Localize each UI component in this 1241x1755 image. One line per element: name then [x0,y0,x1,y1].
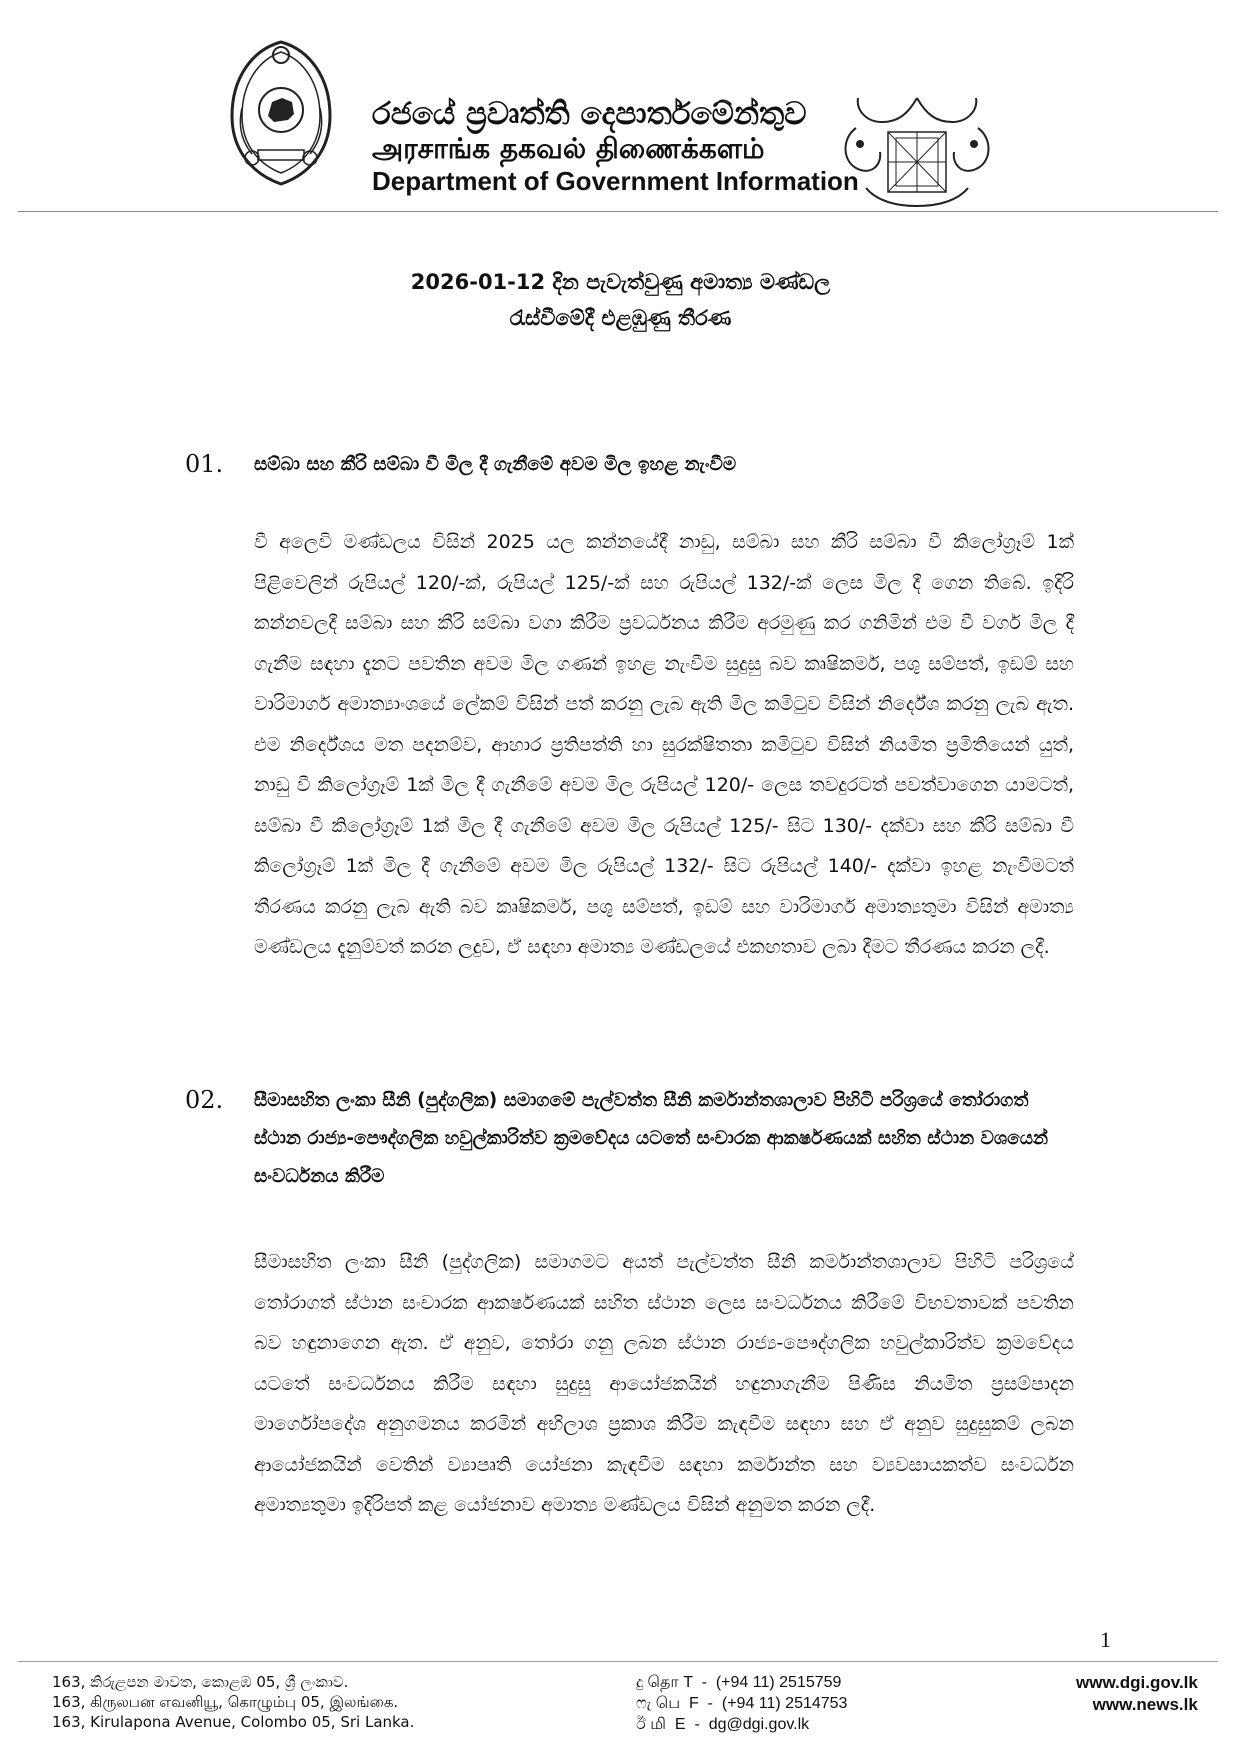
header-divider [18,211,1218,212]
document-title [0,264,1241,336]
department-name-block [372,96,859,196]
section-number: 02. [185,1086,224,1114]
footer-contact [636,1672,847,1735]
section-heading: සම්බා සහ කීරි සම්බා වී මිල දී ගැනීමේ අවම මිල ඉහළ නැංවීම [254,454,737,475]
address-english: 163, Kirulapona Avenue, Colombo 05, Sri Lanka. [52,1713,415,1731]
department-name-tamil: அரசாங்க தகவல் திணைக்களம் [372,132,765,165]
phone-number: දු தொ T - (+94 11) 2515759 [636,1674,842,1691]
letterhead [0,0,1241,216]
department-name-sinhala: රජයේ ප්‍රවෘත්ති දෙපාර්තමේන්තුව [372,96,807,132]
section-number: 01. [185,450,224,478]
fax-number: ෆැ பெ F - (+94 11) 2514753 [636,1695,848,1712]
footer-divider [18,1661,1218,1662]
email-address[interactable]: ඊ மி E - dg@dgi.gov.lk [636,1716,810,1733]
website-link-dgi[interactable]: www.dgi.gov.lk [1076,1673,1198,1692]
address-sinhala: 163, කිරුළපන මාවත, කොළඹ 05, ශ්‍රී ලංකාව. [52,1673,349,1691]
section-body: වී අලෙවි මණ්ඩලය විසින් 2025 යල කන්නයේදී නාඩු, සම්බා සහ කීරි සම්බා වී කිලෝග්‍රෑම් 1ක් පිළිවෙලින් රුපියල් 120/-ක්, රුපියල් 125/-ක් සහ රුපියල් 132/-ක් ලෙස මිල දී ගෙන තිබේ. ඉදිරි කන්නවලදී සම්බා සහ කීරි සම්බා වගා කිරීම ප්‍රවර්ධනය කිරීම අරමුණු කර ගනිමින් එම වී වර්ග මිල දී ගැනීම සඳහා දැනට පවතින අවම මිල ගණන් ඉහළ නැංවීම සුදුසු බව කෘෂිකර්ම, පශු සම්පත්, ඉඩම් සහ වාරිමාර්ග අමාත්‍යාංශයේ ලේකම් විසින් පත් කරනු ලැබ ඇති මිල කමිටුව විසින් නිර්දේශ කරනු ලැබ ඇත. එම නිර්දේශය මත පදනම්ව, ආහාර ප්‍රතිපත්ති හා සුරක්ෂිතතා කමිටුව විසින් නියමිත ප්‍රමිතියෙන් යුත්, නාඩු වී කිලෝග්‍රෑම් 1ක් මිල දී ගැනීමේ අවම මිල රුපියල් 120/- ලෙස තවදුරටත් පවත්වාගෙන යාමටත්, සම්බා වී කිලෝග්‍රෑම් 1ක් මිල දී ගැනීමේ අවම මිල රුපියල් 125/- සිට 130/- දක්වා සහ කීරි සම්බා වී කිලෝග්‍රෑම් 1ක් මිල දී ගැනීමේ අවම මිල රුපියල් 132/- සිට රුපියල් 140/- දක්වා ඉහළ නැංවීමටත් තීරණය කරනු ලැබ ඇති බව කෘෂිකර්ම, පශු සම්පත්, ඉඩම් සහ වාරිමාර්ග අමාත්‍යතුමා විසින් අමාත්‍ය මණ්ඩලය දැනුම්වත් කරන ලදුව, ඒ සඳහා අමාත්‍ය මණ්ඩලයේ එකඟතාව ලබා දීමට තීරණය කරන ලදී. [254,531,1074,958]
page-number: 1 [1100,1627,1111,1652]
department-name-english: Department of Government Information [372,166,859,196]
address-tamil: 163, கிருலபன எவனியூ, கொழும்பு 05, இலங்கை. [52,1693,399,1711]
section-body: සීමාසහිත ලංකා සීනි (පුද්ගලික) සමාගමට අයත් පැල්වත්ත සීනි කර්මාන්තශාලාව පිහිටි පරිශ්‍රයේ තෝරාගත් ස්ථාන සංචාරක ආකර්ෂණයක් සහිත ස්ථාන ලෙස සංවර්ධනය කිරීමේ විභවතාවක් පවතින බව හඳුනාගෙන ඇත. ඒ අනුව, තෝරා ගනු ලබන ස්ථාන රාජ්‍ය-පෞද්ගලික හවුල්කාරිත්ව ක්‍රමවේදය යටතේ සංවර්ධනය කිරීම සඳහා සුදුසු ආයෝජකයින් හඳුනාගැනීම පිණිස නියමිත ප්‍රසම්පාදන මාර්ගෝපදේශ අනුගමනය කරමින් අභිලාශ ප්‍රකාශ කිරීම කැඳවීම සඳහා සහ ඒ අනුව සුදුසුකම් ලබන ආයෝජකයින් වෙතින් ව්‍යාපෘති යෝජනා කැඳවීම සඳහා කර්මාන්ත සහ ව්‍යවසායකත්ව සංවර්ධන අමාත්‍යතුමා ඉදිරිපත් කළ යෝජනාව අමාත්‍ය මණ්ඩලය විසින් අනුමත කරන ලදී. [254,1251,1074,1516]
document-title-line-2: රැස්වීමේදී එළඹුණු තීරණ [509,306,732,330]
footer-websites [1076,1672,1198,1716]
section-heading: සීමාසහිත ලංකා සීනි (පුද්ගලික) සමාගමේ පැල්වත්ත සීනි කර්මාන්තශාලාව පිහිටි පරිශ්‍රයේ තෝරාගත් ස්ථාන රාජ්‍ය-පෞද්ගලික හවුල්කාරිත්ව ක්‍රමවේදය යටතේ සංචාරක ආකර්ෂණයක් සහිත ස්ථාන වශයෙන් සංවර්ධනය කිරීම [254,1090,1049,1187]
document-title-line-1: 2026-01-12 දින පැවැත්වුණු අමාත්‍ය මණ්ඩල [410,270,831,294]
sri-lanka-national-emblem-icon [222,38,340,188]
traditional-liyawela-ornament-icon [836,88,998,212]
website-link-news[interactable]: www.news.lk [1092,1695,1198,1714]
footer-address [52,1672,414,1732]
